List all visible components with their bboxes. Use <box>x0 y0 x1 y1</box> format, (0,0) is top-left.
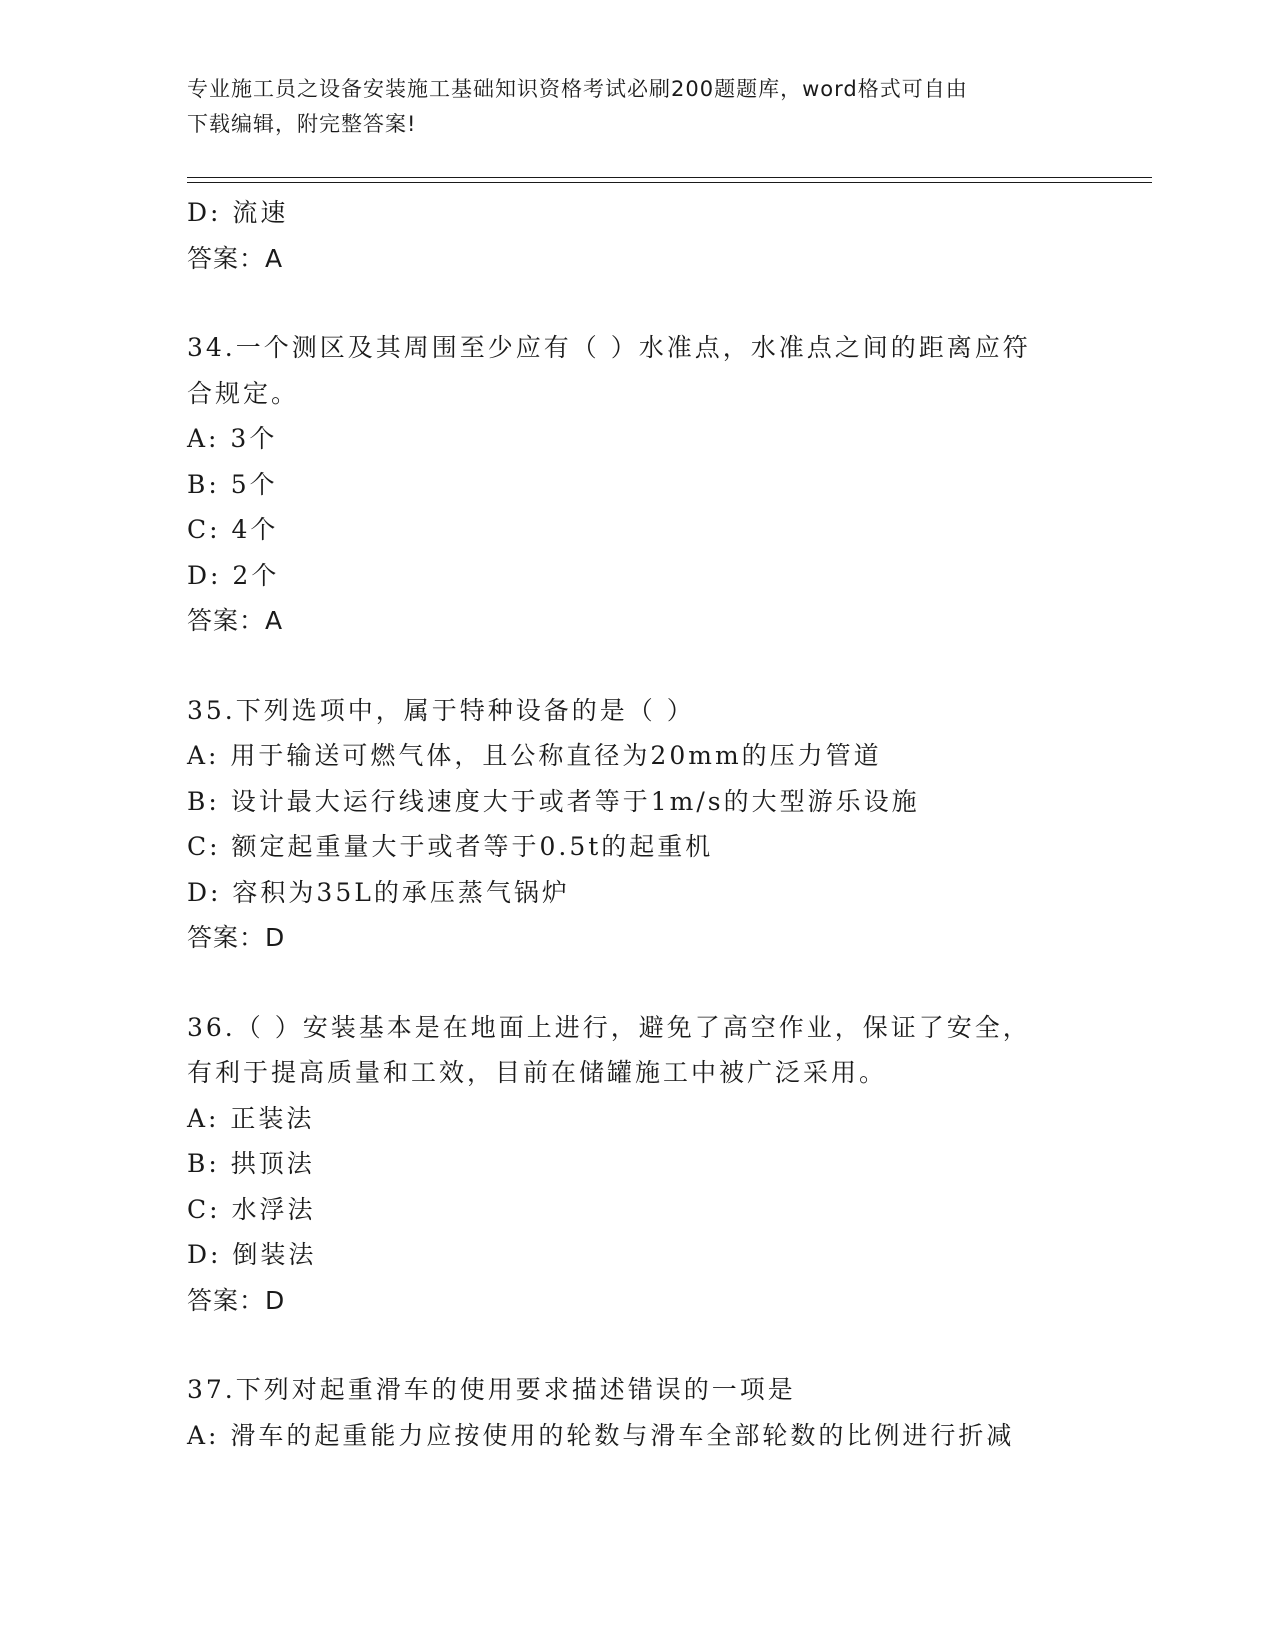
answer-line: 答案：A <box>187 606 284 635</box>
page-header <box>187 72 1067 142</box>
option-a: A: 正装法 <box>187 1103 315 1133</box>
question-spacer <box>187 644 1087 688</box>
option-b: B: 设计最大运行线速度大于或者等于1m/s的大型游乐设施 <box>187 786 920 816</box>
question-spacer <box>187 281 1087 325</box>
option-b: B: 拱顶法 <box>187 1149 315 1178</box>
header-line-1: 专业施工员之设备安装施工基础知识资格考试必刷200题题库，word格式可自由 <box>187 77 968 101</box>
question-spacer <box>187 1323 1087 1367</box>
answer-line: 答案：D <box>187 923 286 952</box>
option-b: B: 5个 <box>187 469 278 499</box>
question-stem: 36.（ ）安装基本是在地面上进行，避免了高空作业，保证了安全， <box>187 1012 1031 1042</box>
question-block-35 <box>187 688 1087 961</box>
option-d: D: 2个 <box>187 560 280 590</box>
option-d: D: 倒装法 <box>187 1240 317 1269</box>
option-d: D: 流速 <box>187 198 289 227</box>
option-c: C: 4个 <box>187 515 279 544</box>
option-a: A: 3个 <box>187 424 278 453</box>
question-spacer <box>187 961 1087 1005</box>
option-c: C: 水浮法 <box>187 1194 316 1224</box>
question-block-36 <box>187 1005 1087 1324</box>
question-stem: 34.一个测区及其周围至少应有（ ）水准点，水准点之间的距离应符 <box>187 333 1031 362</box>
question-block-34 <box>187 325 1087 644</box>
header-rule-bottom <box>187 182 1152 183</box>
option-a: A: 用于输送可燃气体，且公称直径为20mm的压力管道 <box>187 741 882 770</box>
question-block-prev <box>187 190 1087 281</box>
option-d: D: 容积为35L的承压蒸气锅炉 <box>187 877 570 907</box>
answer-line: 答案：D <box>187 1285 286 1315</box>
header-rule-top <box>187 177 1152 178</box>
question-stem: 35.下列选项中，属于特种设备的是（ ） <box>187 695 695 725</box>
question-stem: 37.下列对起重滑车的使用要求描述错误的一项是 <box>187 1375 796 1404</box>
question-list <box>187 190 1087 1458</box>
option-c: C: 额定起重量大于或者等于0.5t的起重机 <box>187 832 714 861</box>
option-a: A: 滑车的起重能力应按使用的轮数与滑车全部轮数的比例进行折减 <box>187 1420 1015 1450</box>
question-stem-continued: 有利于提高质量和工效，目前在储罐施工中被广泛采用。 <box>187 1058 888 1087</box>
answer-line: 答案：A <box>187 243 284 273</box>
question-block-37 <box>187 1367 1087 1458</box>
question-stem-continued: 合规定。 <box>187 378 300 408</box>
header-line-2: 下载编辑，附完整答案! <box>187 112 417 136</box>
